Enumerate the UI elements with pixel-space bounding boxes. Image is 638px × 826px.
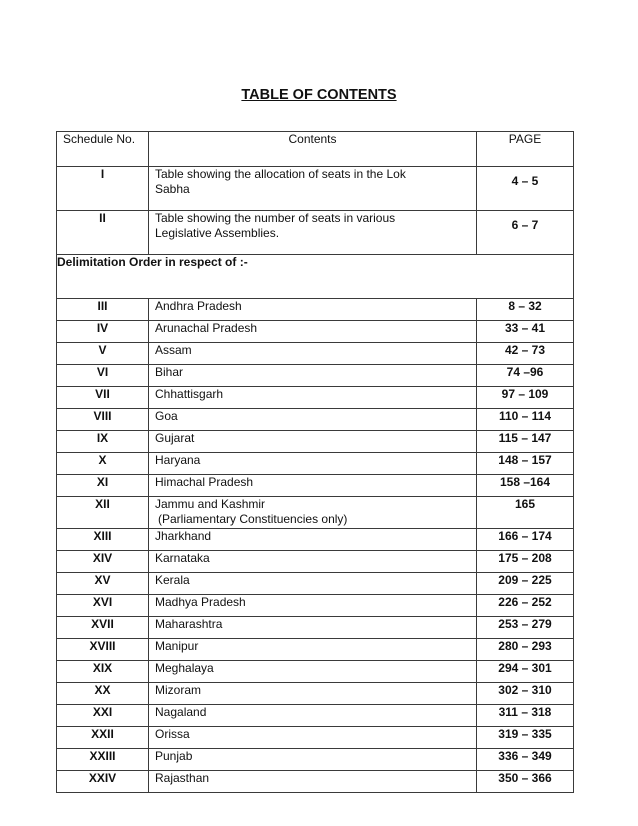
state-cell bbox=[149, 705, 477, 727]
state-cell bbox=[149, 595, 477, 617]
schedule-number: XVI bbox=[57, 595, 149, 617]
table-row bbox=[57, 211, 574, 255]
page-range: 294 – 301 bbox=[477, 661, 574, 683]
schedule-number: XXI bbox=[57, 705, 149, 727]
schedule-number: III bbox=[57, 299, 149, 321]
state-cell bbox=[149, 573, 477, 595]
state-cell bbox=[149, 617, 477, 639]
state-cell bbox=[149, 409, 477, 431]
page-range: 8 – 32 bbox=[477, 299, 574, 321]
schedule-number: IX bbox=[57, 431, 149, 453]
state-name: Madhya Pradesh bbox=[155, 595, 246, 609]
description-line: Table showing the allocation of seats in the Lok bbox=[155, 167, 406, 181]
description-line: Table showing the number of seats in various bbox=[155, 211, 396, 225]
table-row bbox=[57, 639, 574, 661]
schedule-number: XI bbox=[57, 475, 149, 497]
section-label: Delimitation Order in respect of :- bbox=[57, 255, 574, 299]
table-row bbox=[57, 551, 574, 573]
schedule-number: XVIII bbox=[57, 639, 149, 661]
schedule-description bbox=[149, 211, 477, 255]
page-range: 158 –164 bbox=[477, 475, 574, 497]
state-name: Nagaland bbox=[155, 705, 207, 719]
state-cell bbox=[149, 497, 477, 529]
header-contents: Contents bbox=[149, 132, 477, 167]
table-row bbox=[57, 431, 574, 453]
table-row bbox=[57, 321, 574, 343]
table-header-row bbox=[57, 132, 574, 167]
page-range: 115 – 147 bbox=[477, 431, 574, 453]
page-range: 165 bbox=[477, 497, 574, 529]
table-row bbox=[57, 167, 574, 211]
state-name: Maharashtra bbox=[155, 617, 223, 631]
state-name: Manipur bbox=[155, 639, 199, 653]
state-cell bbox=[149, 639, 477, 661]
state-cell bbox=[149, 365, 477, 387]
schedule-number: XXIII bbox=[57, 749, 149, 771]
table-row bbox=[57, 749, 574, 771]
page-range: 311 – 318 bbox=[477, 705, 574, 727]
schedule-number: X bbox=[57, 453, 149, 475]
table-row bbox=[57, 387, 574, 409]
page-range: 6 – 7 bbox=[477, 211, 574, 255]
page-range: 209 – 225 bbox=[477, 573, 574, 595]
page-range: 175 – 208 bbox=[477, 551, 574, 573]
state-name: Andhra Pradesh bbox=[155, 299, 242, 313]
page-range: 336 – 349 bbox=[477, 749, 574, 771]
state-name: Punjab bbox=[155, 749, 193, 763]
page-range: 42 – 73 bbox=[477, 343, 574, 365]
schedule-number: II bbox=[57, 211, 149, 255]
table-row bbox=[57, 453, 574, 475]
state-note: (Parliamentary Constituencies only) bbox=[158, 512, 348, 526]
table-row bbox=[57, 573, 574, 595]
page-range: 166 – 174 bbox=[477, 529, 574, 551]
state-name: Jharkhand bbox=[155, 529, 212, 543]
schedule-number: XXIV bbox=[57, 771, 149, 793]
table-row bbox=[57, 595, 574, 617]
schedule-number: XIV bbox=[57, 551, 149, 573]
table-row bbox=[57, 529, 574, 551]
state-cell bbox=[149, 749, 477, 771]
table-row bbox=[57, 617, 574, 639]
page-range: 253 – 279 bbox=[477, 617, 574, 639]
schedule-number: XXII bbox=[57, 727, 149, 749]
state-name: Jammu and Kashmir bbox=[155, 497, 266, 511]
page-range: 319 – 335 bbox=[477, 727, 574, 749]
description-line: Sabha bbox=[155, 182, 190, 196]
schedule-number: XIII bbox=[57, 529, 149, 551]
schedule-number: VI bbox=[57, 365, 149, 387]
schedule-number: XV bbox=[57, 573, 149, 595]
header-page: PAGE bbox=[477, 132, 574, 167]
schedule-description bbox=[149, 167, 477, 211]
state-cell bbox=[149, 551, 477, 573]
table-row bbox=[57, 475, 574, 497]
schedule-number: VIII bbox=[57, 409, 149, 431]
page-range: 110 – 114 bbox=[477, 409, 574, 431]
schedule-number: XIX bbox=[57, 661, 149, 683]
schedule-number: IV bbox=[57, 321, 149, 343]
state-cell bbox=[149, 453, 477, 475]
state-cell bbox=[149, 661, 477, 683]
page-title: TABLE OF CONTENTS bbox=[241, 87, 397, 103]
schedule-number: I bbox=[57, 167, 149, 211]
table-row bbox=[57, 497, 574, 529]
page-range: 74 –96 bbox=[477, 365, 574, 387]
state-name: Kerala bbox=[155, 573, 190, 587]
page-range: 226 – 252 bbox=[477, 595, 574, 617]
state-cell bbox=[149, 529, 477, 551]
table-row bbox=[57, 705, 574, 727]
table-row bbox=[57, 343, 574, 365]
state-name: Goa bbox=[155, 409, 178, 423]
table-row bbox=[57, 683, 574, 705]
description-line: Legislative Assemblies. bbox=[155, 226, 280, 240]
state-cell bbox=[149, 299, 477, 321]
header-schedule-no: Schedule No. bbox=[57, 132, 149, 167]
state-name: Orissa bbox=[155, 727, 190, 741]
state-name: Karnataka bbox=[155, 551, 210, 565]
schedule-number: VII bbox=[57, 387, 149, 409]
state-name: Meghalaya bbox=[155, 661, 214, 675]
table-row bbox=[57, 727, 574, 749]
state-cell bbox=[149, 321, 477, 343]
table-row bbox=[57, 299, 574, 321]
schedule-number: V bbox=[57, 343, 149, 365]
page-range: 350 – 366 bbox=[477, 771, 574, 793]
state-cell bbox=[149, 727, 477, 749]
state-name: Chhattisgarh bbox=[155, 387, 224, 401]
state-name: Mizoram bbox=[155, 683, 202, 697]
state-cell bbox=[149, 771, 477, 793]
state-name: Assam bbox=[155, 343, 192, 357]
schedule-number: XII bbox=[57, 497, 149, 529]
page-range: 33 – 41 bbox=[477, 321, 574, 343]
state-cell bbox=[149, 387, 477, 409]
table-row bbox=[57, 365, 574, 387]
page-range: 302 – 310 bbox=[477, 683, 574, 705]
state-cell bbox=[149, 431, 477, 453]
state-name: Rajasthan bbox=[155, 771, 210, 785]
state-cell bbox=[149, 343, 477, 365]
state-name: Haryana bbox=[155, 453, 201, 467]
schedule-number: XVII bbox=[57, 617, 149, 639]
page-range: 97 – 109 bbox=[477, 387, 574, 409]
page-range: 148 – 157 bbox=[477, 453, 574, 475]
state-name: Arunachal Pradesh bbox=[155, 321, 258, 335]
state-name: Himachal Pradesh bbox=[155, 475, 254, 489]
state-cell bbox=[149, 683, 477, 705]
page-range: 280 – 293 bbox=[477, 639, 574, 661]
page-range: 4 – 5 bbox=[477, 167, 574, 211]
contents-table bbox=[56, 131, 574, 793]
state-cell bbox=[149, 475, 477, 497]
table-row bbox=[57, 409, 574, 431]
state-name: Bihar bbox=[155, 365, 184, 379]
schedule-number: XX bbox=[57, 683, 149, 705]
table-row bbox=[57, 661, 574, 683]
section-row bbox=[57, 255, 574, 299]
state-name: Gujarat bbox=[155, 431, 195, 445]
table-row bbox=[57, 771, 574, 793]
